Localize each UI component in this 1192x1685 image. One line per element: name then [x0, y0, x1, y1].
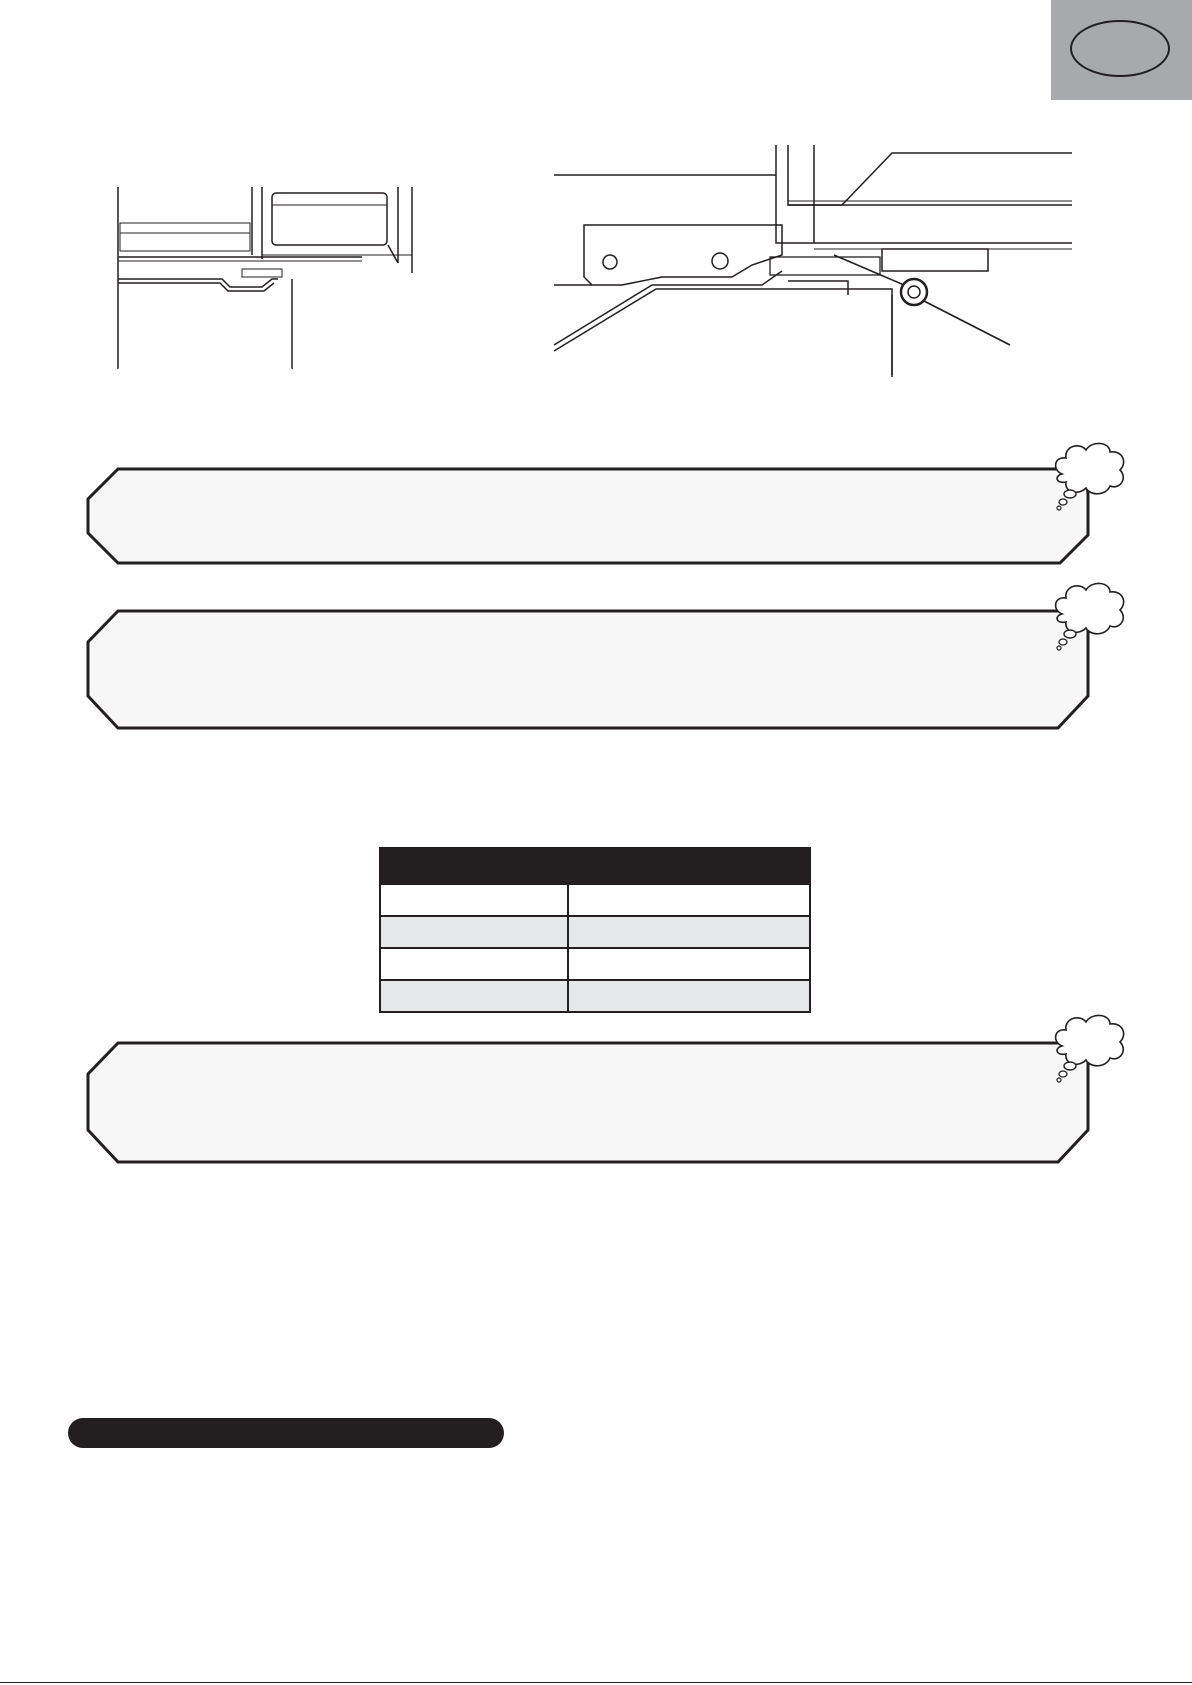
note-box-1 [84, 440, 1134, 570]
table-cell [568, 948, 810, 980]
table-row [380, 916, 810, 948]
table-cell [380, 948, 568, 980]
note-box-3 [84, 1012, 1134, 1166]
section-heading-bar [68, 1418, 504, 1448]
language-oval-badge [1070, 20, 1170, 77]
note-box-2 [84, 580, 1134, 732]
spec-table [379, 847, 811, 1013]
table-cell [380, 884, 568, 916]
thought-cloud-icon [1048, 1012, 1134, 1084]
section-heading-text [68, 1424, 86, 1441]
language-tab [1051, 0, 1192, 100]
table-row [380, 884, 810, 916]
thought-cloud-icon [1048, 580, 1134, 652]
table-row [380, 980, 810, 1012]
table-cell [568, 980, 810, 1012]
footer-rule [0, 1682, 1192, 1683]
table-header-cell [568, 848, 810, 884]
table-cell [568, 916, 810, 948]
figure-bottom-hinge-callout [552, 145, 1098, 380]
table-header-cell [380, 848, 568, 884]
table-cell [568, 884, 810, 916]
table-cell [380, 980, 568, 1012]
thought-cloud-icon [1048, 440, 1134, 512]
figure-door-hinge-detail [112, 183, 442, 373]
table-header-row [380, 848, 810, 884]
table-cell [380, 916, 568, 948]
table-row [380, 948, 810, 980]
